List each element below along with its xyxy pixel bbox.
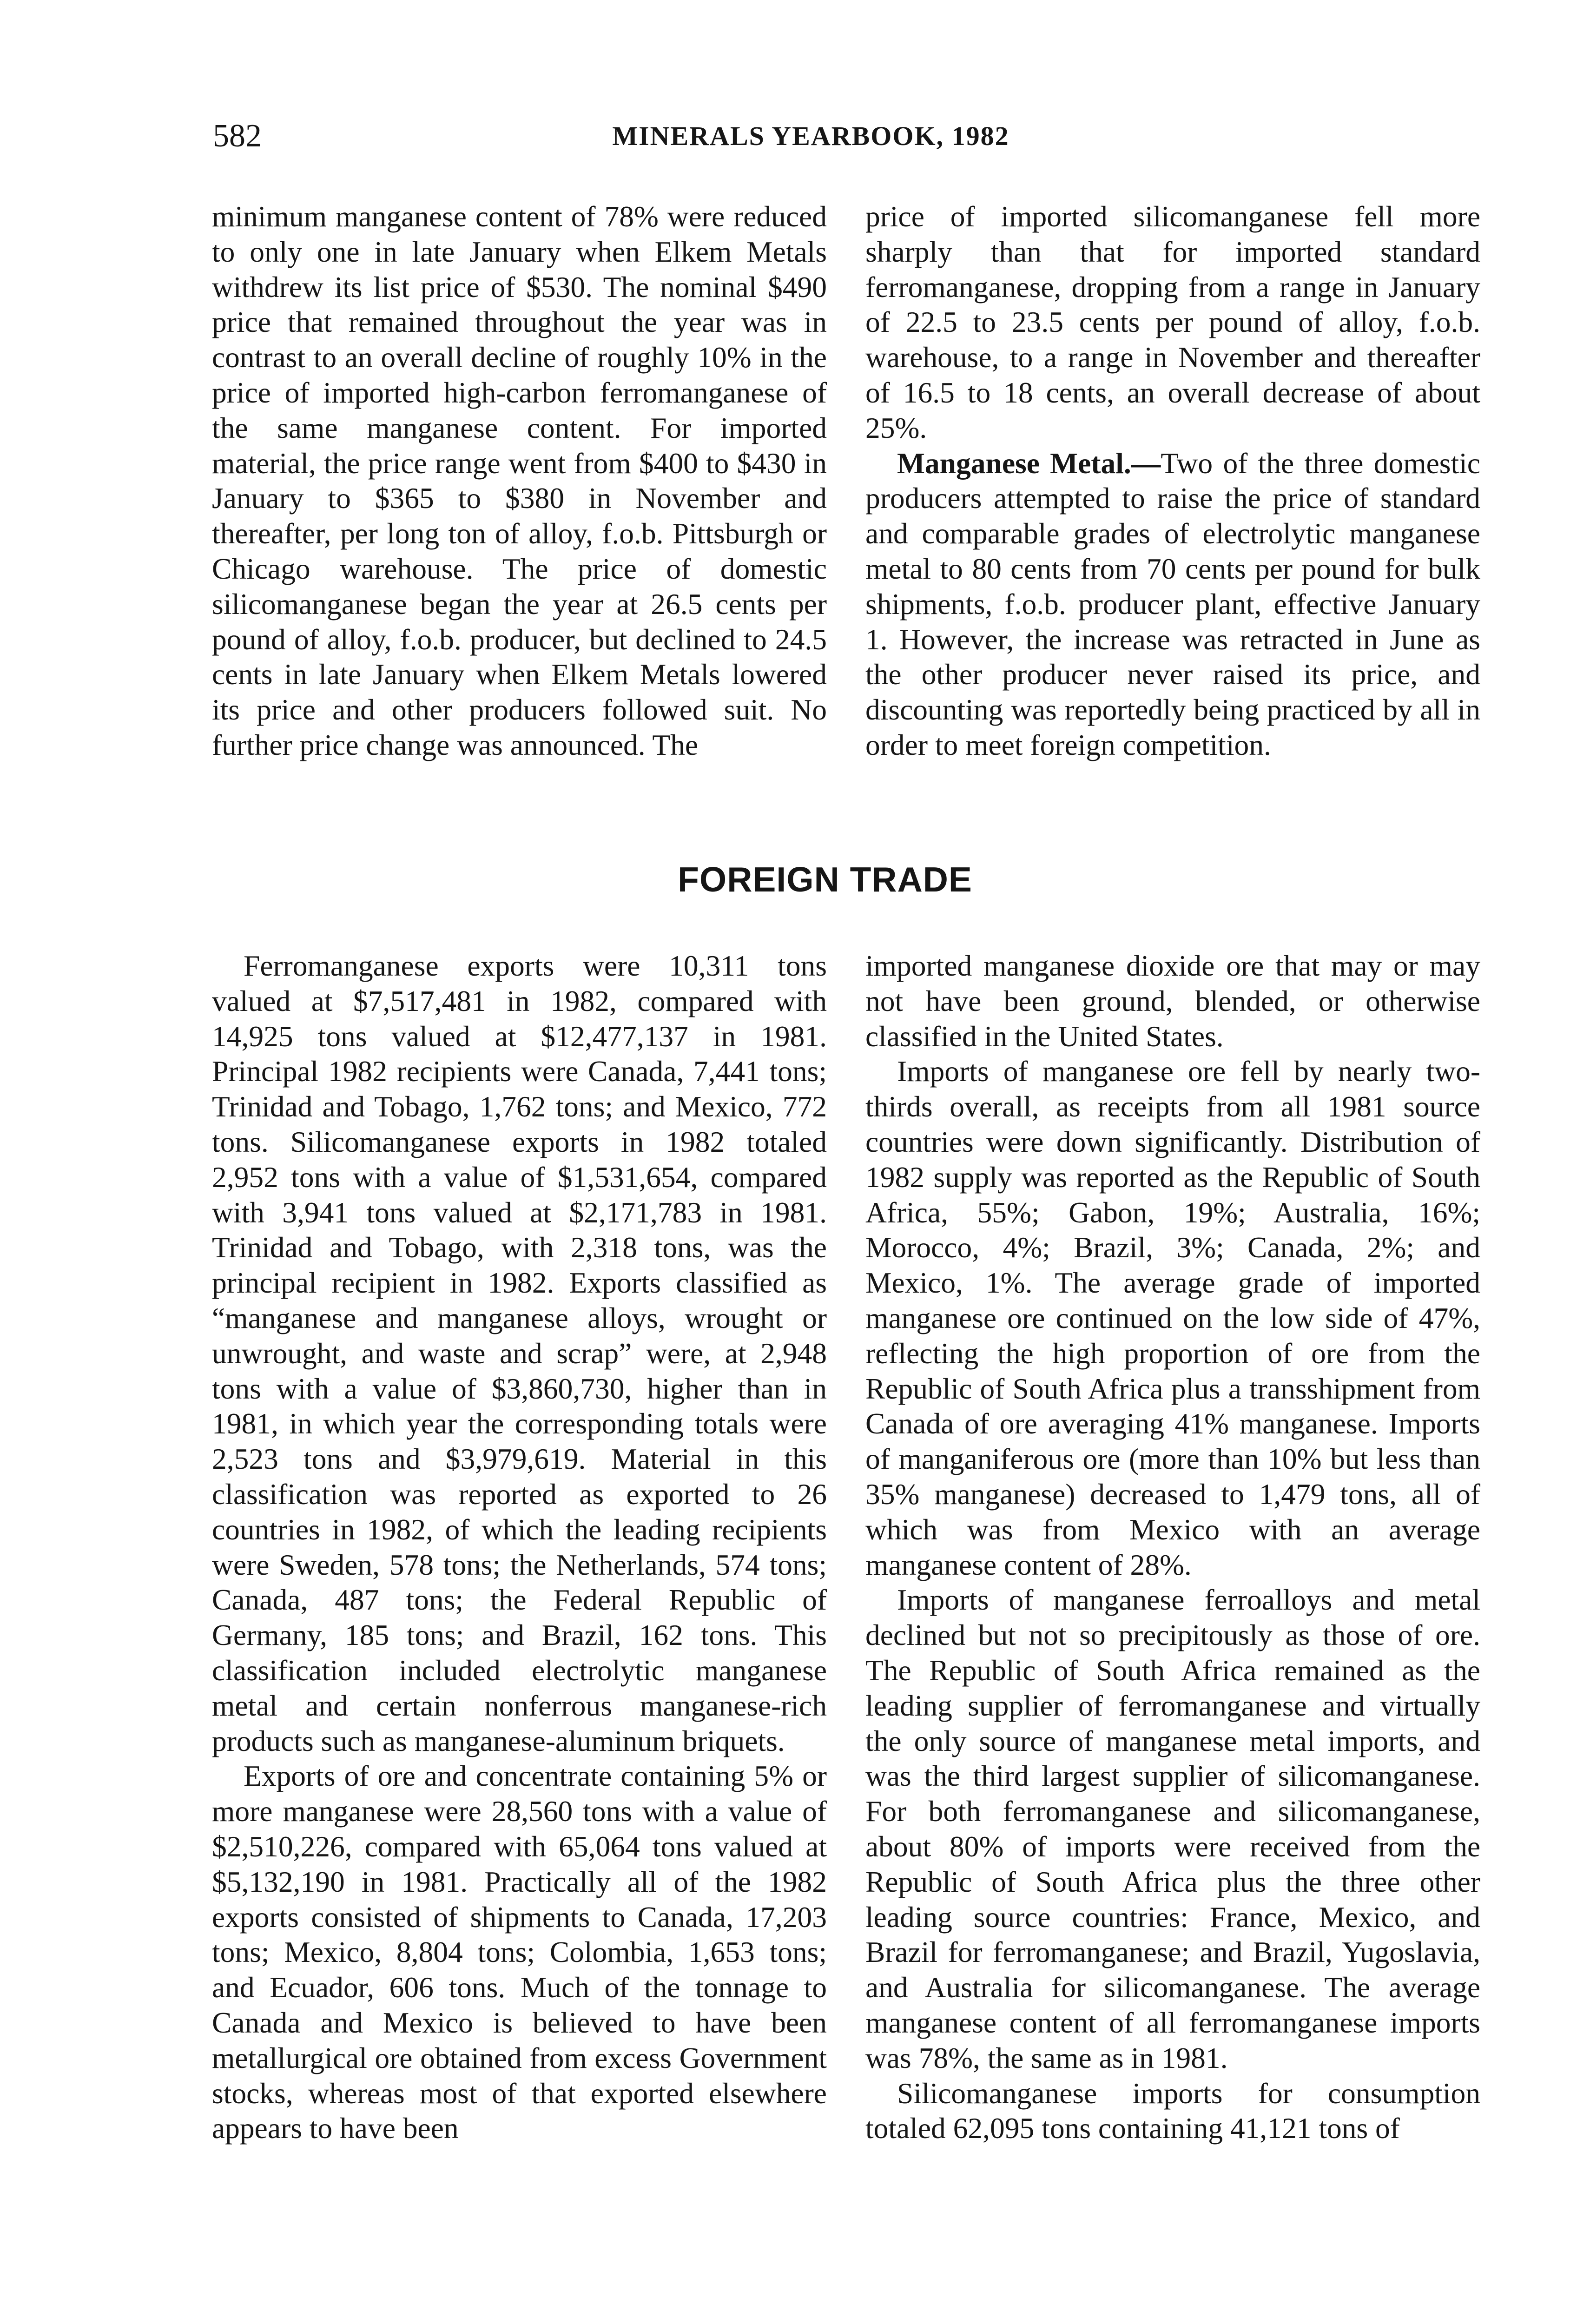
- paragraph: Silicomanganese imports for consumption totaled 62,095 tons containing 41,121 tons of: [865, 2076, 1480, 2145]
- section-heading: FOREIGN TRADE: [678, 860, 972, 899]
- paragraph: price of imported silicomanganese fell more sharply than that for imported standard ferromanganese, dropping from a range in January of 22.5 to 23.5 cents per pound of alloy, f.o.b. warehouse, to a range in November and thereafter of 16.5 to 18 cents, an overall decrease of about 25%.: [865, 200, 1480, 444]
- paragraph: minimum manganese content of 78% were reduced to only one in late January when Elkem Metals withdrew its list price of $530. The nominal $490 price that remained throughout the year was in contrast to an overall decline of roughly 10% in the price of imported high-carbon ferromanganese of the same manganese content. For imported material, the price range went from $400 to $430 in January to $365 to $380 in November and thereafter, per long ton of alloy, f.o.b. Pittsburgh or Chicago warehouse. The price of domestic silicomanganese began the year at 26.5 cents per pound of alloy, f.o.b. producer, but declined to 24.5 cents in late January when Elkem Metals lowered its price and other producers followed suit. No further price change was announced. The: [212, 200, 827, 761]
- top-right-column: [865, 199, 1480, 763]
- paragraph: Exports of ore and concentrate containing 5% or more manganese were 28,560 tons with a value of $2,510,226, compared with 65,064 tons valued at $5,132,190 in 1981. Practically all of the 1982 exports consisted of shipments to Canada, 17,203 tons; Mexico, 8,804 tons; Colombia, 1,653 tons; and Ecuador, 606 tons. Much of the tonnage to Canada and Mexico is believed to have been metallurgical ore obtained from excess Government stocks, whereas most of that exported elsewhere appears to have been: [212, 1759, 827, 2145]
- page-number: 582: [213, 118, 262, 154]
- foreign-trade-right-column: [865, 948, 1480, 2146]
- page-header: [213, 120, 1409, 162]
- running-head: MINERALS YEARBOOK, 1982: [612, 121, 1009, 151]
- paragraph: Imports of manganese ferroalloys and metal declined but not so precipitously as those of ore. The Republic of South Africa remained as the leading supplier of ferromanganese and virtually the only source of manganese metal imports, and was the third largest supplier of silicomanganese. For both ferromanganese and silicomanganese, about 80% of imports were received from the Republic of South Africa plus the three other leading source countries: France, Mexico, and Brazil for ferromanganese; and Brazil, Yugoslavia, and Australia for silicomanganese. The average manganese content of all ferromanganese imports was 78%, the same as in 1981.: [865, 1583, 1480, 2074]
- manganese-metal-text: Two of the three domestic producers attempted to raise the price of standard and comparable grades of electrolytic manganese metal to 80 cents from 70 cents per pound for bulk shipments, f.o.b. producer plant, effective January 1. However, the increase was retracted in June as the other producer never raised its price, and discounting was reportedly being practiced by all in order to meet foreign competition.: [865, 446, 1480, 761]
- top-left-column: [212, 199, 827, 763]
- foreign-trade-left-column: [212, 948, 827, 2146]
- paragraph: Ferromanganese exports were 10,311 tons valued at $7,517,481 in 1982, compared with 14,925 tons valued at $12,477,137 in 1981. Principal 1982 recipients were Canada, 7,441 tons; Trinidad and Tobago, 1,762 tons; and Mexico, 772 tons. Silicomanganese exports in 1982 totaled 2,952 tons with a value of $1,531,654, compared with 3,941 tons valued at $2,171,783 in 1981. Trinidad and Tobago, with 2,318 tons, was the principal recipient in 1982. Exports classified as “manganese and manganese alloys, wrought or unwrought, and waste and scrap” were, at 2,948 tons with a value of $3,860,730, higher than in 1981, in which year the corresponding totals were 2,523 tons and $3,979,619. Material in this classification was reported as exported to 26 countries in 1982, of which the leading recipients were Sweden, 578 tons; the Netherlands, 574 tons; Canada, 487 tons; the Federal Republic of Germany, 185 tons; and Brazil, 162 tons. This classification included electrolytic manganese metal and certain nonferrous manganese-rich products such as manganese-aluminum briquets.: [212, 949, 827, 1757]
- paragraph: Imports of manganese ore fell by nearly two-thirds overall, as receipts from all 1981 source countries were down significantly. Distribution of 1982 supply was reported as the Republic of South Africa, 55%; Gabon, 19%; Australia, 16%; Morocco, 4%; Brazil, 3%; Canada, 2%; and Mexico, 1%. The average grade of imported manganese ore continued on the low side of 47%, reflecting the high proportion of ore from the Republic of South Africa plus a transshipment from Canada of ore averaging 41% manganese. Imports of manganiferous ore (more than 10% but less than 35% manganese) decreased to 1,479 tons, all of which was from Mexico with an average manganese content of 28%.: [865, 1055, 1480, 1581]
- paragraph: [865, 446, 1480, 763]
- paragraph: imported manganese dioxide ore that may or may not have been ground, blended, or otherwise classified in the United States.: [865, 949, 1480, 1053]
- manganese-metal-heading: Manganese Metal.—: [897, 446, 1161, 480]
